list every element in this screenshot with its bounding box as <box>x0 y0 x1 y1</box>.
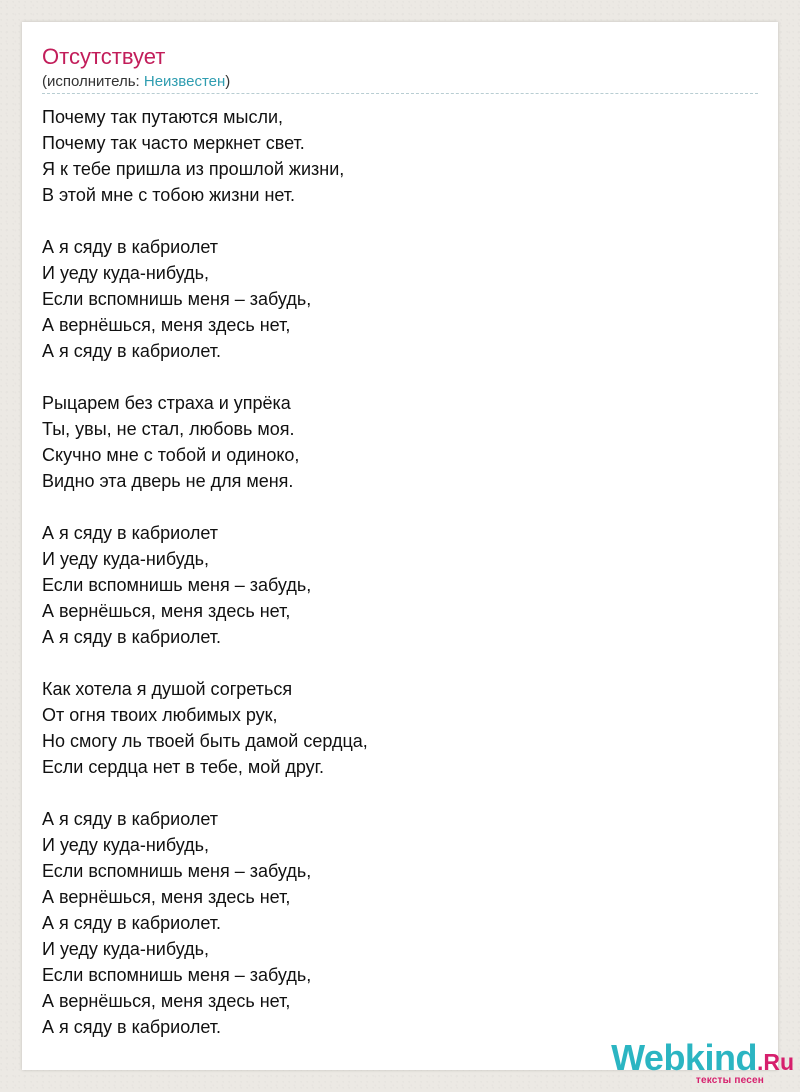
logo-name: Webkind <box>611 1037 757 1078</box>
artist-prefix: (исполнитель: <box>42 73 144 90</box>
artist-line <box>42 72 230 92</box>
lyrics-sheet <box>22 22 778 1070</box>
logo-tagline: тексты песен <box>695 1075 764 1086</box>
artist-suffix: ) <box>225 73 231 90</box>
artist-link[interactable]: Неизвестен <box>143 73 226 90</box>
logo-tld: .Ru <box>756 1049 794 1075</box>
song-title: Отсутствует <box>42 44 166 69</box>
site-logo <box>604 1038 794 1086</box>
lyrics-text: Почему так путаются мысли, Почему так часто меркнет свет. Я к тебе пришла из прошлой жизни, В этой мне с тобою жизни нет. А я сяду в кабриолет И уеду куда-нибудь, Если вспомнишь меня – забудь, А вернёшься, меня здесь нет, А я сяду в кабриолет. Рыцарем без страха и упрёка Ты, увы, не стал, любовь моя. Скучно мне с тобой и одиноко, Видно эта дверь не для меня. А я сяду в кабриолет И уеду куда-нибудь, Если вспомнишь меня – забудь, А вернёшься, меня здесь нет, А я сяду в кабриолет. Как хотела я душой согреться От огня твоих любимых рук, Но смогу ль твоей быть дамой сердца, Если сердца нет в тебе, мой друг. А я сяду в кабриолет И уеду куда-нибудь, Если вспомнишь меня – забудь, А вернёшься, меня здесь нет, А я сяду в кабриолет. И уеду куда-нибудь, Если вспомнишь меня – забудь, А вернёшься, меня здесь нет, А я сяду в кабриолет. <box>42 107 368 1037</box>
title-divider <box>42 93 758 94</box>
